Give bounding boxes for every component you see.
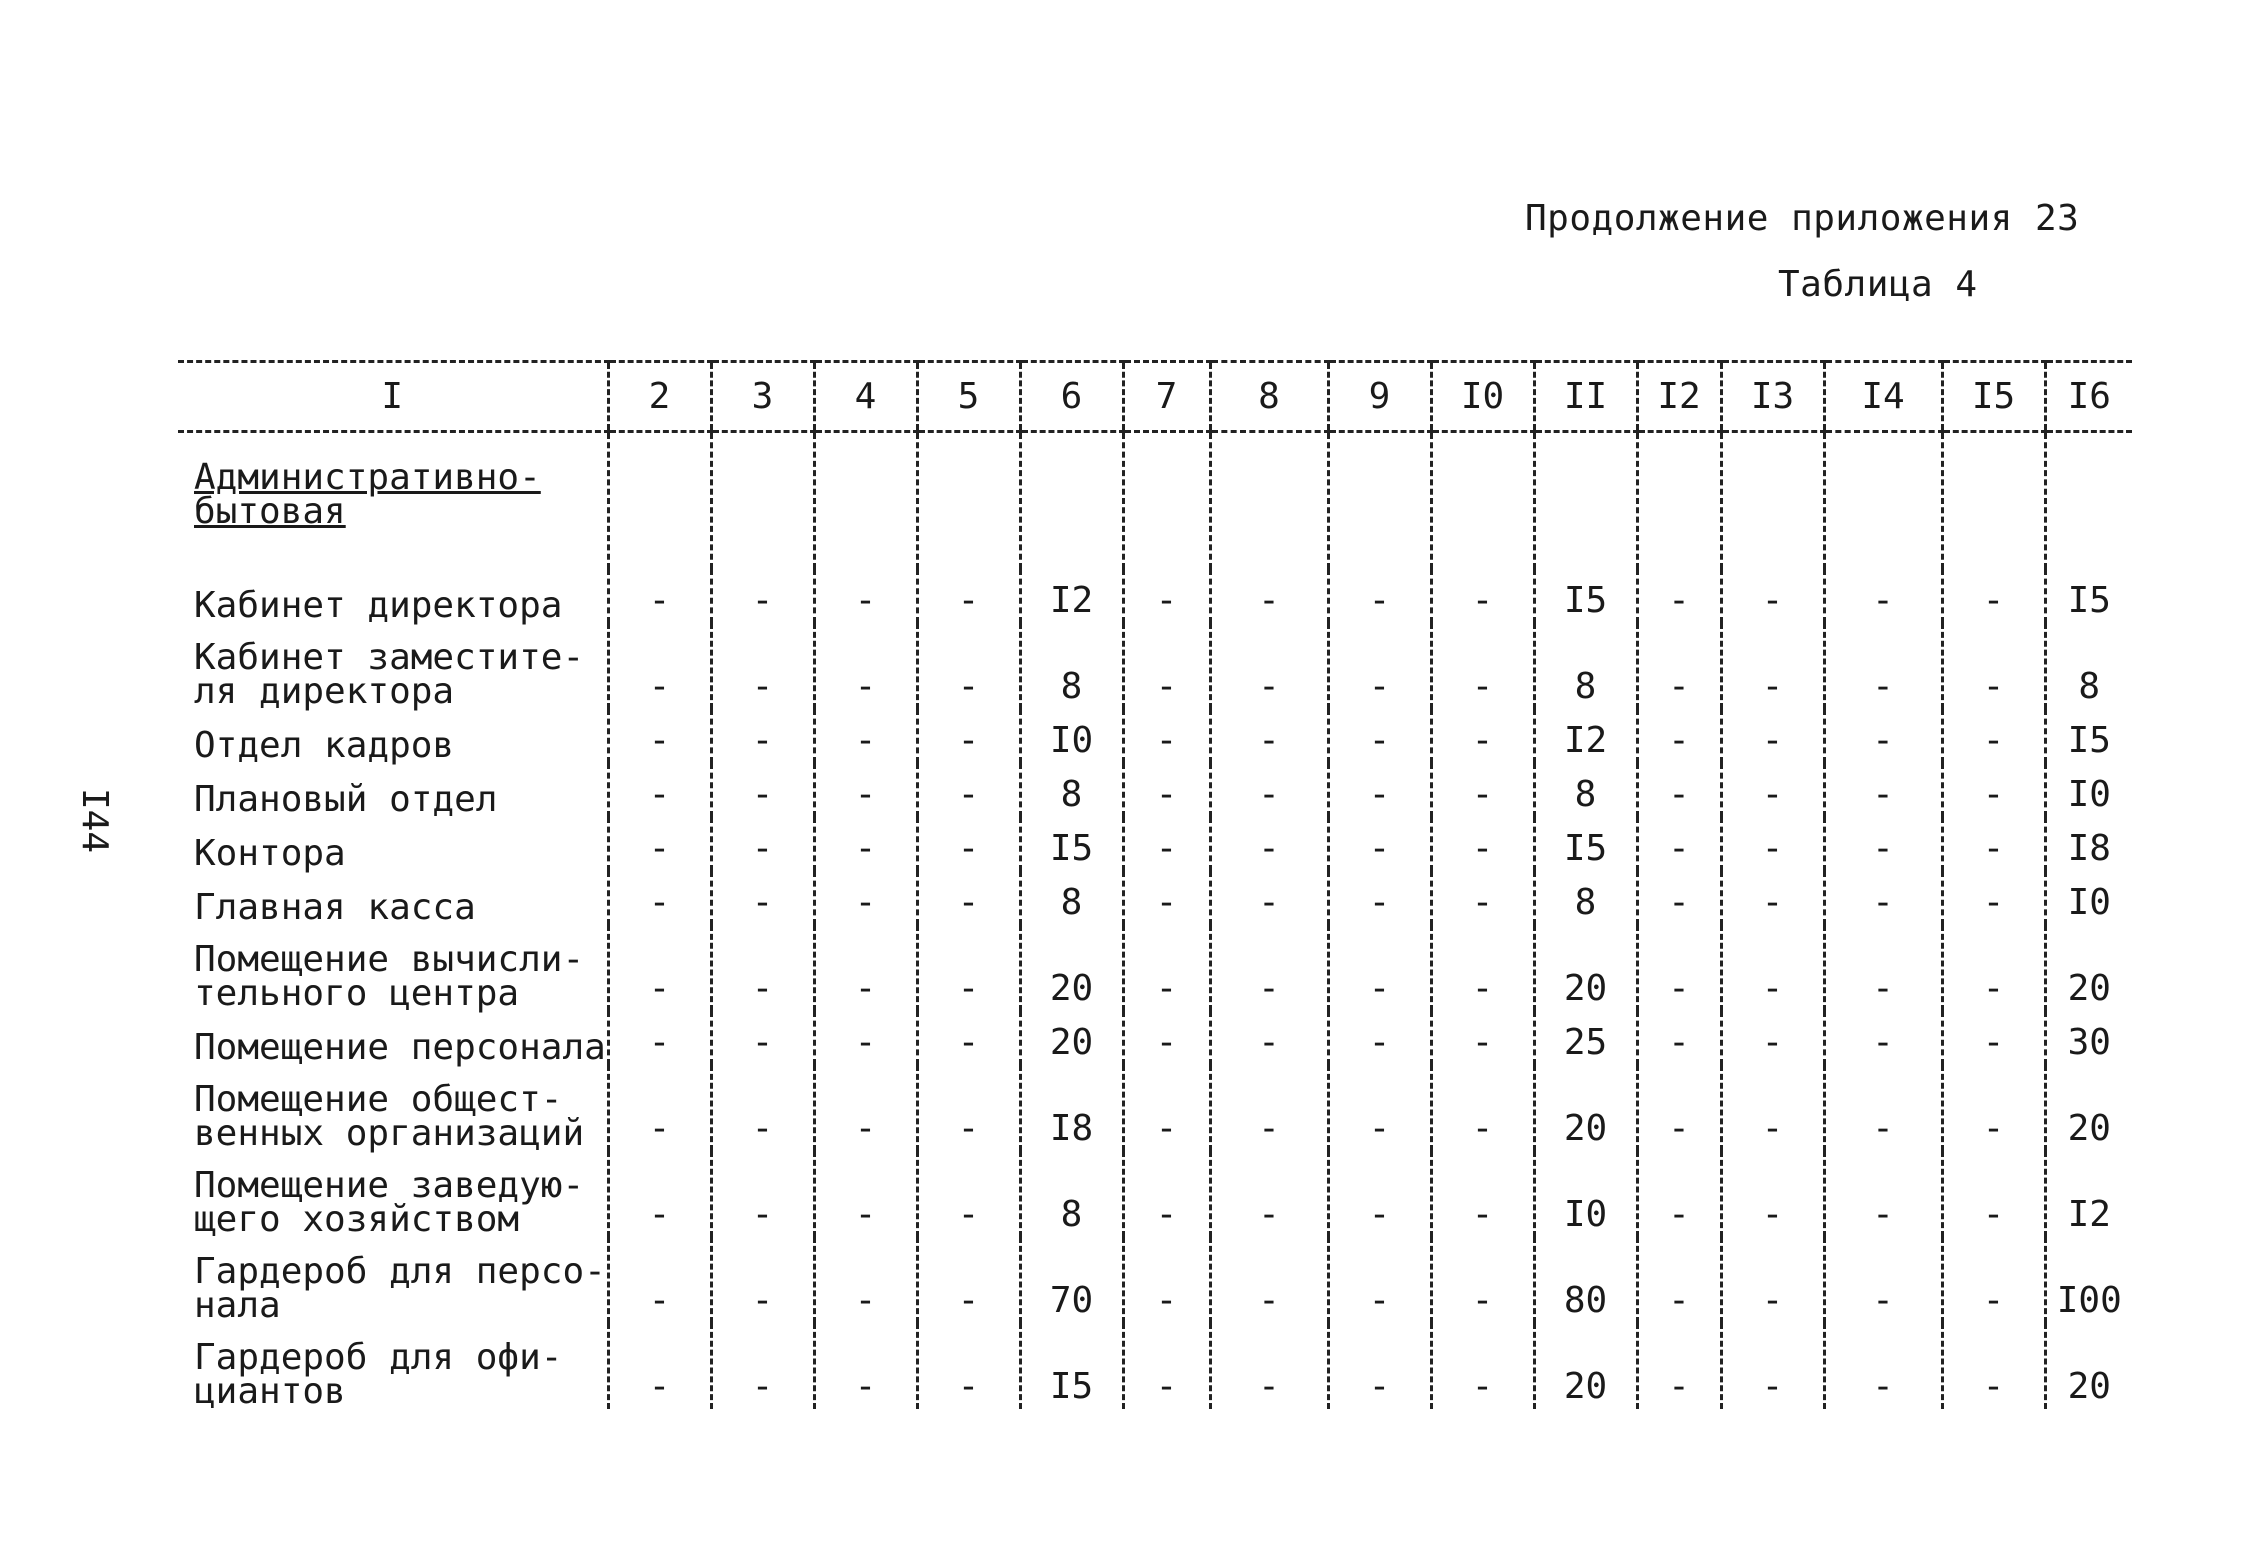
- row-name: Кабинет заместите- ля директора: [194, 637, 585, 712]
- table-row: [178, 925, 2132, 1011]
- row-name: Кабинет директора: [194, 585, 563, 626]
- value-cell: -: [917, 569, 1020, 623]
- row-name: Помещение заведую- щего хозяйством: [194, 1165, 585, 1240]
- value-cell: -: [917, 817, 1020, 871]
- row-name: Гардероб для персо- нала: [194, 1251, 606, 1326]
- value-cell: -: [1824, 1011, 1942, 1065]
- value-cell: -: [608, 709, 711, 763]
- column-header: 3: [711, 362, 814, 432]
- value-cell: -: [1637, 1011, 1721, 1065]
- value-cell: -: [1721, 763, 1824, 817]
- value-cell: -: [814, 1151, 917, 1237]
- value-cell: I0: [1020, 709, 1123, 763]
- value-cell: -: [814, 709, 917, 763]
- value-cell: -: [1942, 817, 2045, 871]
- value-cell: I5: [1534, 817, 1637, 871]
- value-cell: -: [711, 569, 814, 623]
- value-cell: -: [1210, 1065, 1328, 1151]
- value-cell: -: [1328, 569, 1431, 623]
- value-cell: 20: [2045, 925, 2132, 1011]
- value-cell: I5: [2045, 709, 2132, 763]
- value-cell: -: [1431, 925, 1534, 1011]
- value-cell: -: [1721, 1065, 1824, 1151]
- value-cell: -: [1431, 1011, 1534, 1065]
- value-cell: -: [1328, 1065, 1431, 1151]
- row-name: Плановый отдел: [194, 779, 498, 820]
- value-cell: -: [1123, 623, 1210, 709]
- value-cell: -: [1824, 763, 1942, 817]
- value-cell: -: [1721, 1237, 1824, 1323]
- value-cell: -: [1210, 623, 1328, 709]
- column-header: I2: [1637, 362, 1721, 432]
- value-cell: 20: [1020, 1011, 1123, 1065]
- value-cell: -: [1328, 925, 1431, 1011]
- value-cell: I5: [1534, 569, 1637, 623]
- table-row: [178, 871, 2132, 925]
- section-row: [178, 432, 2132, 570]
- value-cell: -: [1637, 623, 1721, 709]
- empty-cell: [917, 432, 1020, 570]
- value-cell: -: [711, 925, 814, 1011]
- value-cell: -: [711, 1011, 814, 1065]
- row-name: Контора: [194, 833, 346, 874]
- column-header: 7: [1123, 362, 1210, 432]
- table-body: [178, 432, 2132, 1410]
- value-cell: -: [1824, 1065, 1942, 1151]
- value-cell: -: [608, 763, 711, 817]
- value-cell: -: [1123, 1237, 1210, 1323]
- value-cell: I00: [2045, 1237, 2132, 1323]
- value-cell: -: [1123, 1011, 1210, 1065]
- value-cell: -: [1431, 1065, 1534, 1151]
- value-cell: I2: [1020, 569, 1123, 623]
- value-cell: -: [1328, 1323, 1431, 1409]
- empty-cell: [1123, 432, 1210, 570]
- value-cell: -: [1328, 871, 1431, 925]
- value-cell: I2: [1534, 709, 1637, 763]
- value-cell: -: [814, 1237, 917, 1323]
- value-cell: -: [814, 817, 917, 871]
- value-cell: -: [1431, 871, 1534, 925]
- value-cell: -: [1210, 1323, 1328, 1409]
- value-cell: -: [1210, 1151, 1328, 1237]
- empty-cell: [711, 432, 814, 570]
- value-cell: -: [814, 1011, 917, 1065]
- value-cell: -: [1824, 569, 1942, 623]
- value-cell: 8: [1020, 1151, 1123, 1237]
- value-cell: -: [1328, 623, 1431, 709]
- value-cell: 20: [1534, 1323, 1637, 1409]
- value-cell: -: [1942, 569, 2045, 623]
- value-cell: 8: [1020, 871, 1123, 925]
- value-cell: -: [1123, 817, 1210, 871]
- value-cell: -: [1431, 1323, 1534, 1409]
- value-cell: 20: [1534, 925, 1637, 1011]
- value-cell: 8: [1020, 763, 1123, 817]
- value-cell: -: [1942, 763, 2045, 817]
- row-name: Помещение общест- венных организаций: [194, 1079, 585, 1154]
- value-cell: -: [1210, 871, 1328, 925]
- value-cell: I0: [2045, 763, 2132, 817]
- value-cell: -: [608, 871, 711, 925]
- table-row: [178, 1065, 2132, 1151]
- value-cell: -: [608, 1065, 711, 1151]
- value-cell: -: [814, 925, 917, 1011]
- value-cell: -: [1431, 709, 1534, 763]
- value-cell: -: [711, 763, 814, 817]
- value-cell: -: [711, 623, 814, 709]
- value-cell: -: [1824, 925, 1942, 1011]
- table-row: [178, 623, 2132, 709]
- value-cell: -: [1721, 817, 1824, 871]
- value-cell: 80: [1534, 1237, 1637, 1323]
- empty-cell: [1534, 432, 1637, 570]
- column-header: I5: [1942, 362, 2045, 432]
- column-header: I6: [2045, 362, 2132, 432]
- value-cell: -: [1721, 1323, 1824, 1409]
- value-cell: I5: [2045, 569, 2132, 623]
- value-cell: -: [1123, 709, 1210, 763]
- value-cell: -: [1210, 817, 1328, 871]
- column-header: 6: [1020, 362, 1123, 432]
- empty-cell: [1942, 432, 2045, 570]
- value-cell: -: [1942, 925, 2045, 1011]
- value-cell: -: [917, 763, 1020, 817]
- table-row: [178, 709, 2132, 763]
- value-cell: -: [1210, 1011, 1328, 1065]
- value-cell: -: [608, 817, 711, 871]
- value-cell: 20: [2045, 1065, 2132, 1151]
- row-name: Отдел кадров: [194, 725, 455, 766]
- value-cell: -: [1942, 623, 2045, 709]
- value-cell: -: [1942, 709, 2045, 763]
- value-cell: -: [1210, 709, 1328, 763]
- value-cell: -: [1824, 817, 1942, 871]
- empty-cell: [814, 432, 917, 570]
- value-cell: -: [1123, 763, 1210, 817]
- value-cell: -: [1123, 569, 1210, 623]
- empty-cell: [1431, 432, 1534, 570]
- value-cell: -: [917, 1237, 1020, 1323]
- value-cell: -: [1328, 709, 1431, 763]
- value-cell: -: [917, 1011, 1020, 1065]
- value-cell: -: [1637, 1323, 1721, 1409]
- value-cell: -: [1431, 1237, 1534, 1323]
- value-cell: -: [711, 1237, 814, 1323]
- value-cell: -: [814, 623, 917, 709]
- table-row: [178, 1011, 2132, 1065]
- value-cell: -: [814, 569, 917, 623]
- column-header: 4: [814, 362, 917, 432]
- value-cell: -: [1721, 569, 1824, 623]
- value-cell: -: [1824, 623, 1942, 709]
- value-cell: -: [1942, 871, 2045, 925]
- row-name: Главная касса: [194, 887, 476, 928]
- value-cell: 8: [1020, 623, 1123, 709]
- table-row: [178, 763, 2132, 817]
- table-label: Таблица 4: [1778, 264, 1978, 305]
- empty-cell: [1020, 432, 1123, 570]
- column-header: 8: [1210, 362, 1328, 432]
- value-cell: -: [917, 1151, 1020, 1237]
- empty-cell: [1721, 432, 1824, 570]
- table-row: [178, 569, 2132, 623]
- value-cell: I2: [2045, 1151, 2132, 1237]
- value-cell: -: [814, 871, 917, 925]
- value-cell: 8: [1534, 871, 1637, 925]
- table-row: [178, 1151, 2132, 1237]
- value-cell: -: [1123, 1065, 1210, 1151]
- value-cell: 8: [1534, 763, 1637, 817]
- value-cell: I8: [2045, 817, 2132, 871]
- value-cell: -: [1824, 1237, 1942, 1323]
- value-cell: -: [1721, 871, 1824, 925]
- value-cell: -: [917, 925, 1020, 1011]
- value-cell: I0: [1534, 1151, 1637, 1237]
- value-cell: 20: [1534, 1065, 1637, 1151]
- column-header: I4: [1824, 362, 1942, 432]
- value-cell: -: [711, 1151, 814, 1237]
- column-header: II: [1534, 362, 1637, 432]
- row-name: Помещение персонала: [194, 1027, 606, 1068]
- column-header: 9: [1328, 362, 1431, 432]
- section-title: Административно- бытовая: [194, 457, 541, 532]
- value-cell: -: [1637, 1065, 1721, 1151]
- value-cell: -: [917, 709, 1020, 763]
- table-row: [178, 1323, 2132, 1409]
- value-cell: -: [1328, 1151, 1431, 1237]
- value-cell: -: [608, 925, 711, 1011]
- value-cell: -: [1824, 1323, 1942, 1409]
- value-cell: -: [608, 1151, 711, 1237]
- value-cell: -: [1431, 763, 1534, 817]
- value-cell: -: [711, 1065, 814, 1151]
- empty-cell: [1210, 432, 1328, 570]
- value-cell: -: [1328, 1011, 1431, 1065]
- value-cell: -: [917, 1323, 1020, 1409]
- value-cell: -: [1431, 569, 1534, 623]
- value-cell: -: [711, 817, 814, 871]
- header-row: [178, 362, 2132, 432]
- value-cell: I0: [2045, 871, 2132, 925]
- value-cell: -: [1431, 1151, 1534, 1237]
- value-cell: -: [711, 871, 814, 925]
- column-header: I: [178, 362, 608, 432]
- empty-cell: [608, 432, 711, 570]
- value-cell: -: [814, 1065, 917, 1151]
- value-cell: -: [1721, 1151, 1824, 1237]
- value-cell: -: [1721, 709, 1824, 763]
- value-cell: -: [1637, 709, 1721, 763]
- column-header: I3: [1721, 362, 1824, 432]
- value-cell: -: [608, 1011, 711, 1065]
- value-cell: -: [1210, 1237, 1328, 1323]
- empty-cell: [1328, 432, 1431, 570]
- value-cell: -: [1942, 1011, 2045, 1065]
- value-cell: -: [1123, 871, 1210, 925]
- value-cell: -: [1637, 925, 1721, 1011]
- column-header: 5: [917, 362, 1020, 432]
- empty-cell: [1824, 432, 1942, 570]
- value-cell: -: [917, 623, 1020, 709]
- value-cell: -: [917, 871, 1020, 925]
- column-header: 2: [608, 362, 711, 432]
- value-cell: -: [1431, 623, 1534, 709]
- value-cell: -: [814, 763, 917, 817]
- value-cell: -: [1721, 925, 1824, 1011]
- page-number: I44: [74, 787, 116, 854]
- value-cell: 8: [2045, 623, 2132, 709]
- value-cell: -: [1123, 1151, 1210, 1237]
- value-cell: -: [1210, 569, 1328, 623]
- table-row: [178, 817, 2132, 871]
- empty-cell: [1637, 432, 1721, 570]
- column-header: I0: [1431, 362, 1534, 432]
- value-cell: -: [1328, 817, 1431, 871]
- value-cell: -: [1210, 763, 1328, 817]
- value-cell: -: [1942, 1065, 2045, 1151]
- value-cell: I5: [1020, 1323, 1123, 1409]
- row-name: Гардероб для офи- циантов: [194, 1337, 563, 1412]
- value-cell: -: [608, 1237, 711, 1323]
- value-cell: -: [1328, 763, 1431, 817]
- value-cell: -: [814, 1323, 917, 1409]
- value-cell: -: [1123, 925, 1210, 1011]
- value-cell: I5: [1020, 817, 1123, 871]
- value-cell: 8: [1534, 623, 1637, 709]
- value-cell: -: [1942, 1151, 2045, 1237]
- value-cell: -: [1123, 1323, 1210, 1409]
- value-cell: -: [608, 569, 711, 623]
- value-cell: 30: [2045, 1011, 2132, 1065]
- value-cell: -: [1637, 1237, 1721, 1323]
- value-cell: -: [1637, 763, 1721, 817]
- value-cell: -: [1637, 871, 1721, 925]
- value-cell: -: [1721, 623, 1824, 709]
- value-cell: 20: [1020, 925, 1123, 1011]
- value-cell: -: [1942, 1237, 2045, 1323]
- value-cell: -: [1942, 1323, 2045, 1409]
- empty-cell: [2045, 432, 2132, 570]
- value-cell: -: [711, 709, 814, 763]
- value-cell: -: [1637, 1151, 1721, 1237]
- value-cell: -: [1210, 925, 1328, 1011]
- value-cell: -: [1721, 1011, 1824, 1065]
- value-cell: I8: [1020, 1065, 1123, 1151]
- value-cell: -: [1431, 817, 1534, 871]
- value-cell: 25: [1534, 1011, 1637, 1065]
- value-cell: -: [917, 1065, 1020, 1151]
- data-table: [178, 360, 2132, 1412]
- table-row: [178, 1237, 2132, 1323]
- value-cell: -: [608, 1323, 711, 1409]
- value-cell: -: [608, 623, 711, 709]
- value-cell: 70: [1020, 1237, 1123, 1323]
- value-cell: -: [1824, 871, 1942, 925]
- value-cell: -: [1637, 569, 1721, 623]
- value-cell: -: [1824, 709, 1942, 763]
- value-cell: -: [1328, 1237, 1431, 1323]
- appendix-continuation-heading: Продолжение приложения 23: [1525, 198, 2080, 239]
- value-cell: -: [1824, 1151, 1942, 1237]
- value-cell: -: [1637, 817, 1721, 871]
- value-cell: -: [711, 1323, 814, 1409]
- row-name: Помещение вычисли- тельного центра: [194, 939, 585, 1014]
- value-cell: 20: [2045, 1323, 2132, 1409]
